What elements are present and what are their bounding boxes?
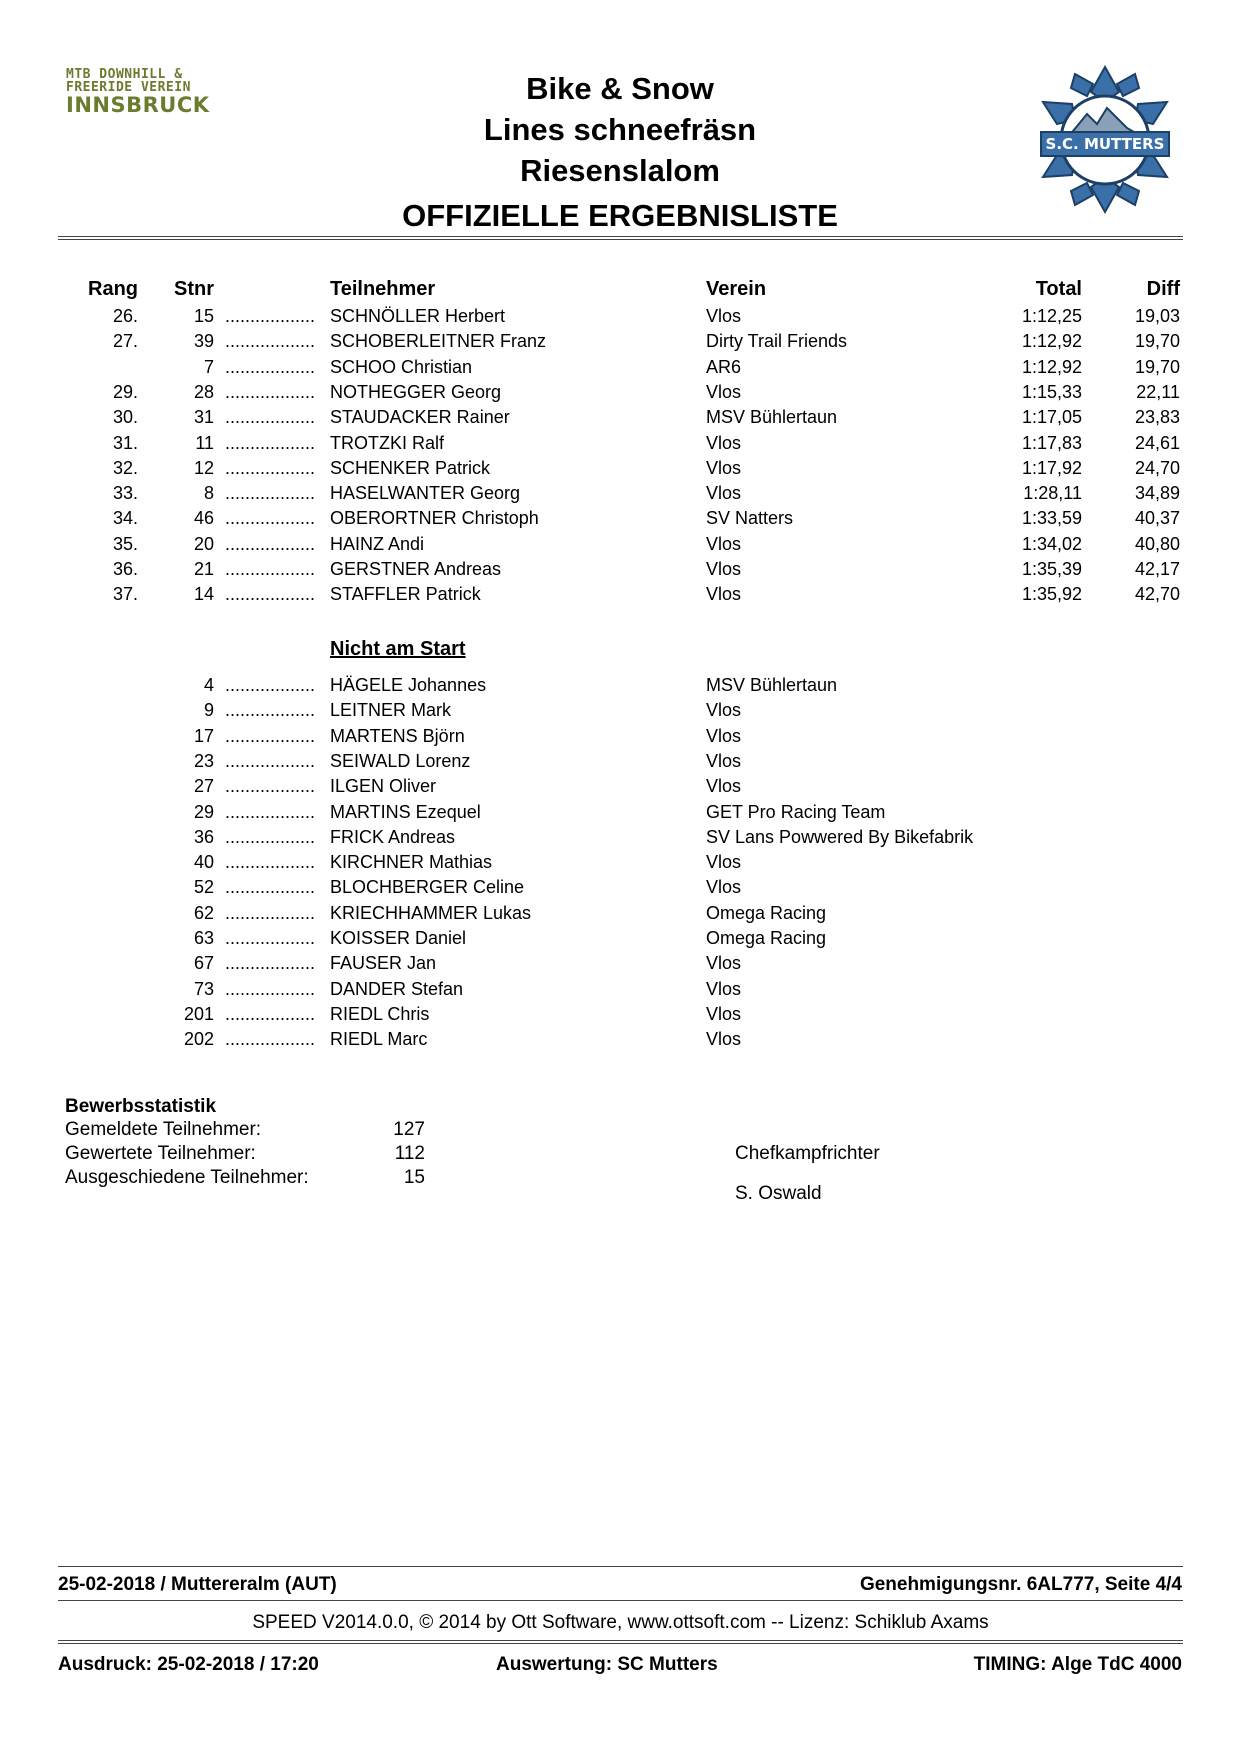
cell-name: BLOCHBERGER Celine xyxy=(330,877,525,898)
list-item xyxy=(0,1027,1240,1052)
cell-dots: .................. xyxy=(225,877,316,898)
competition-statistics xyxy=(65,1096,425,1190)
cell-name: STAFFLER Patrick xyxy=(330,584,481,605)
cell-stnr: 28 xyxy=(193,381,214,402)
cell-diff: 42,17 xyxy=(1134,559,1180,579)
cell-dots: .................. xyxy=(225,584,316,605)
footer-date-place: 25-02-2018 / Muttereralm (AUT) xyxy=(58,1574,337,1595)
cell-stnr: 36 xyxy=(193,826,214,847)
cell-stnr: 8 xyxy=(203,483,214,504)
cell-rang: 34. xyxy=(112,508,138,529)
stat-line xyxy=(65,1118,425,1142)
cell-name: GERSTNER Andreas xyxy=(330,559,502,579)
logo-line: FREERIDE VEREIN xyxy=(66,80,191,95)
stat-value: 127 xyxy=(393,1119,425,1140)
cell-dots: .................. xyxy=(225,356,316,377)
column-header-diff: Diff xyxy=(1146,278,1180,300)
list-item xyxy=(0,749,1240,774)
cell-stnr: 52 xyxy=(193,877,214,898)
logo-sc-mutters xyxy=(1035,62,1175,217)
cell-verein: Vlos xyxy=(706,750,742,771)
cell-verein: Vlos xyxy=(706,877,742,898)
table-row xyxy=(0,431,1240,456)
cell-dots: .................. xyxy=(225,953,316,974)
cell-verein: Vlos xyxy=(706,457,742,478)
list-item xyxy=(0,875,1240,900)
cell-verein: Vlos xyxy=(706,776,742,797)
table-row xyxy=(0,506,1240,531)
cell-name: SCHOO Christian xyxy=(330,356,473,377)
cell-stnr: 67 xyxy=(193,953,214,974)
cell-name: STAUDACKER Rainer xyxy=(330,407,510,428)
cell-verein: SV Lans Powwered By Bikefabrik xyxy=(706,826,974,847)
dns-section-title: Nicht am Start xyxy=(330,638,466,660)
list-item xyxy=(0,901,1240,926)
cell-total: 1:17,92 xyxy=(1021,457,1082,478)
cell-total: 1:28,11 xyxy=(1023,483,1082,504)
cell-name: SCHENKER Patrick xyxy=(330,457,491,478)
cell-stnr: 4 xyxy=(203,675,214,695)
cell-verein: Vlos xyxy=(706,559,742,579)
cell-total: 1:15,33 xyxy=(1021,381,1082,402)
cell-name: RIEDL Marc xyxy=(330,1029,428,1050)
footer-divider-double xyxy=(58,1640,1183,1644)
cell-dots: .................. xyxy=(225,776,316,797)
cell-dots: .................. xyxy=(225,457,316,478)
list-item xyxy=(0,825,1240,850)
stat-value: 15 xyxy=(403,1167,425,1188)
cell-dots: .................. xyxy=(225,533,316,554)
cell-stnr: 9 xyxy=(203,700,214,721)
column-header-verein: Verein xyxy=(706,278,767,300)
cell-stnr: 17 xyxy=(193,725,214,746)
cell-name: HAINZ Andi xyxy=(330,533,425,554)
cell-verein: MSV Bühlertaun xyxy=(706,407,838,428)
cell-verein: Vlos xyxy=(706,432,742,453)
table-row xyxy=(0,405,1240,430)
table-row xyxy=(0,456,1240,481)
cell-stnr: 39 xyxy=(193,331,214,352)
cell-dots: .................. xyxy=(225,559,316,579)
cell-rang: 26. xyxy=(112,306,138,326)
header-divider xyxy=(58,236,1183,240)
cell-name: FRICK Andreas xyxy=(330,826,456,847)
cell-dots: .................. xyxy=(225,306,316,326)
table-row xyxy=(0,557,1240,582)
cell-rang: 35. xyxy=(112,533,138,554)
cell-stnr: 27 xyxy=(193,776,214,797)
cell-dots: .................. xyxy=(225,381,316,402)
footer-timing: TIMING: Alge TdC 4000 xyxy=(973,1654,1182,1675)
cell-dots: .................. xyxy=(225,483,316,504)
footer-printout: Ausdruck: 25-02-2018 / 17:20 xyxy=(58,1654,319,1675)
list-item xyxy=(0,774,1240,799)
stat-label: Gewertete Teilnehmer: xyxy=(65,1143,256,1164)
cell-verein: AR6 xyxy=(706,356,742,377)
cell-name: OBERORTNER Christoph xyxy=(330,508,539,529)
cell-name: SEIWALD Lorenz xyxy=(330,750,471,771)
cell-dots: .................. xyxy=(225,675,316,695)
page-title: OFFIZIELLE ERGEBNISLISTE xyxy=(402,198,838,233)
cell-verein: Omega Racing xyxy=(706,902,827,923)
stats-title: Bewerbsstatistik xyxy=(65,1096,217,1117)
cell-name: DANDER Stefan xyxy=(330,978,464,999)
cell-name: MARTENS Björn xyxy=(330,725,465,746)
cell-name: MARTINS Ezequel xyxy=(330,801,481,822)
cell-total: 1:33,59 xyxy=(1021,508,1082,529)
cell-name: HÄGELE Johannes xyxy=(330,675,487,695)
table-row xyxy=(0,380,1240,405)
cell-stnr: 12 xyxy=(193,457,214,478)
list-item xyxy=(0,724,1240,749)
cell-verein: Vlos xyxy=(706,953,742,974)
cell-stnr: 29 xyxy=(193,801,214,822)
cell-verein: SV Natters xyxy=(706,508,794,529)
cell-total: 1:35,92 xyxy=(1021,584,1082,605)
cell-stnr: 31 xyxy=(193,407,214,428)
list-item xyxy=(0,698,1240,723)
cell-name: KRIECHHAMMER Lukas xyxy=(330,902,532,923)
cell-diff: 40,37 xyxy=(1134,508,1180,529)
cell-stnr: 62 xyxy=(193,902,214,923)
cell-verein: GET Pro Racing Team xyxy=(706,801,886,822)
cell-verein: Omega Racing xyxy=(706,928,827,948)
list-item xyxy=(0,926,1240,951)
logo-mtb-innsbruck xyxy=(66,67,210,117)
cell-name: HASELWANTER Georg xyxy=(330,483,521,504)
stat-line xyxy=(65,1166,425,1190)
logo-line: MTB DOWNHILL & xyxy=(66,67,183,82)
list-item xyxy=(0,850,1240,875)
column-header-rang: Rang xyxy=(88,278,138,300)
stat-label: Gemeldete Teilnehmer: xyxy=(65,1119,262,1140)
cell-name: KIRCHNER Mathias xyxy=(330,852,493,873)
table-row xyxy=(0,481,1240,506)
cell-name: LEITNER Mark xyxy=(330,700,452,721)
logo-text: S.C. MUTTERS xyxy=(1045,135,1165,153)
cell-diff: 22,11 xyxy=(1136,381,1180,402)
cell-dots: .................. xyxy=(225,902,316,923)
cell-verein: Vlos xyxy=(706,533,742,554)
event-title: Bike & Snow xyxy=(526,71,714,106)
cell-diff: 19,70 xyxy=(1134,356,1180,377)
cell-stnr: 15 xyxy=(193,306,214,326)
cell-rang: 27. xyxy=(112,331,138,352)
cell-diff: 34,89 xyxy=(1134,483,1180,504)
footer-divider xyxy=(58,1600,1183,1601)
cell-dots: .................. xyxy=(225,928,316,948)
cell-diff: 24,61 xyxy=(1134,432,1180,453)
title-block xyxy=(300,68,940,236)
list-item xyxy=(0,800,1240,825)
cell-name: SCHOBERLEITNER Franz xyxy=(330,331,547,352)
cell-rang: 30. xyxy=(112,407,138,428)
cell-total: 1:12,92 xyxy=(1021,356,1082,377)
column-header-teilnehmer: Teilnehmer xyxy=(330,278,436,300)
cell-rang: 36. xyxy=(112,559,138,579)
cell-stnr: 46 xyxy=(193,508,214,529)
cell-dots: .................. xyxy=(225,432,316,453)
cell-total: 1:17,05 xyxy=(1021,407,1082,428)
cell-stnr: 63 xyxy=(193,928,214,948)
cell-verein: Vlos xyxy=(706,483,742,504)
cell-verein: Vlos xyxy=(706,1029,742,1050)
cell-stnr: 201 xyxy=(183,1003,214,1024)
footer-permit: Genehmigungsnr. 6AL777, Seite 4/4 xyxy=(859,1574,1182,1595)
cell-diff: 19,70 xyxy=(1134,331,1180,352)
stat-line xyxy=(65,1142,425,1166)
cell-rang: 29. xyxy=(112,381,138,402)
cell-name: NOTHEGGER Georg xyxy=(330,381,502,402)
cell-dots: .................. xyxy=(225,700,316,721)
cell-verein: Dirty Trail Friends xyxy=(706,331,848,352)
chief-judge xyxy=(735,1134,880,1214)
judge-title: Chefkampfrichter xyxy=(735,1143,880,1164)
cell-diff: 24,70 xyxy=(1134,457,1180,478)
cell-dots: .................. xyxy=(225,852,316,873)
table-row xyxy=(0,355,1240,380)
cell-diff: 19,03 xyxy=(1134,306,1180,326)
cell-verein: Vlos xyxy=(706,306,742,326)
cell-stnr: 23 xyxy=(193,750,214,771)
table-header xyxy=(0,277,1240,302)
cell-rang: 31. xyxy=(112,432,138,453)
cell-dots: .................. xyxy=(225,1003,316,1024)
cell-verein: Vlos xyxy=(706,584,742,605)
cell-dots: .................. xyxy=(225,407,316,428)
cell-name: ILGEN Oliver xyxy=(330,776,437,797)
table-row xyxy=(0,304,1240,329)
footer-divider-top xyxy=(58,1566,1183,1567)
cell-rang: 33. xyxy=(112,483,138,504)
list-item xyxy=(0,951,1240,976)
cell-verein: Vlos xyxy=(706,978,742,999)
table-row xyxy=(0,329,1240,354)
discipline-title: Riesenslalom xyxy=(520,153,720,188)
cell-stnr: 20 xyxy=(193,533,214,554)
cell-dots: .................. xyxy=(225,508,316,529)
cell-dots: .................. xyxy=(225,331,316,352)
cell-rang: 37. xyxy=(112,584,138,605)
cell-dots: .................. xyxy=(225,801,316,822)
cell-total: 1:17,83 xyxy=(1021,432,1082,453)
cell-stnr: 14 xyxy=(193,584,214,605)
table-row xyxy=(0,582,1240,607)
cell-dots: .................. xyxy=(225,725,316,746)
cell-rang: 32. xyxy=(112,457,138,478)
cell-name: SCHNÖLLER Herbert xyxy=(330,306,506,326)
table-row xyxy=(0,532,1240,557)
list-item xyxy=(0,977,1240,1002)
cell-verein: Vlos xyxy=(706,852,742,873)
cell-diff: 40,80 xyxy=(1134,533,1180,554)
cell-name: RIEDL Chris xyxy=(330,1003,430,1024)
cell-name: TROTZKI Ralf xyxy=(330,432,445,453)
cell-stnr: 7 xyxy=(203,356,214,377)
column-header-stnr: Stnr xyxy=(174,278,214,300)
cell-verein: Vlos xyxy=(706,381,742,402)
list-item xyxy=(0,1002,1240,1027)
cell-name: FAUSER Jan xyxy=(330,953,437,974)
cell-stnr: 202 xyxy=(183,1029,214,1050)
cell-stnr: 21 xyxy=(193,559,214,579)
cell-stnr: 40 xyxy=(193,852,214,873)
cell-dots: .................. xyxy=(225,826,316,847)
judge-name: S. Oswald xyxy=(735,1183,822,1204)
cell-stnr: 11 xyxy=(195,432,214,453)
event-subtitle: Lines schneefräsn xyxy=(483,112,757,147)
cell-dots: .................. xyxy=(225,1029,316,1050)
cell-dots: .................. xyxy=(225,978,316,999)
cell-stnr: 73 xyxy=(193,978,214,999)
stat-label: Ausgeschiedene Teilnehmer: xyxy=(65,1167,309,1188)
cell-total: 1:35,39 xyxy=(1021,559,1082,579)
cell-total: 1:12,92 xyxy=(1021,331,1082,352)
logo-line: INNSBRUCK xyxy=(66,93,210,117)
cell-verein: Vlos xyxy=(706,700,742,721)
cell-verein: Vlos xyxy=(706,725,742,746)
cell-diff: 23,83 xyxy=(1134,407,1180,428)
cell-name: KOISSER Daniel xyxy=(330,928,467,948)
cell-verein: MSV Bühlertaun xyxy=(706,675,838,695)
column-header-total: Total xyxy=(1035,278,1082,300)
cell-total: 1:34,02 xyxy=(1021,533,1082,554)
list-item xyxy=(0,673,1240,698)
cell-verein: Vlos xyxy=(706,1003,742,1024)
stat-value: 112 xyxy=(394,1143,425,1164)
cell-dots: .................. xyxy=(225,750,316,771)
footer-software: SPEED V2014.0.0, © 2014 by Ott Software, www.ottsoft.com -- Lizenz: Schiklub Axams xyxy=(252,1612,989,1633)
footer-evaluation: Auswertung: SC Mutters xyxy=(496,1654,718,1675)
cell-total: 1:12,25 xyxy=(1021,306,1082,326)
cell-diff: 42,70 xyxy=(1134,584,1180,605)
